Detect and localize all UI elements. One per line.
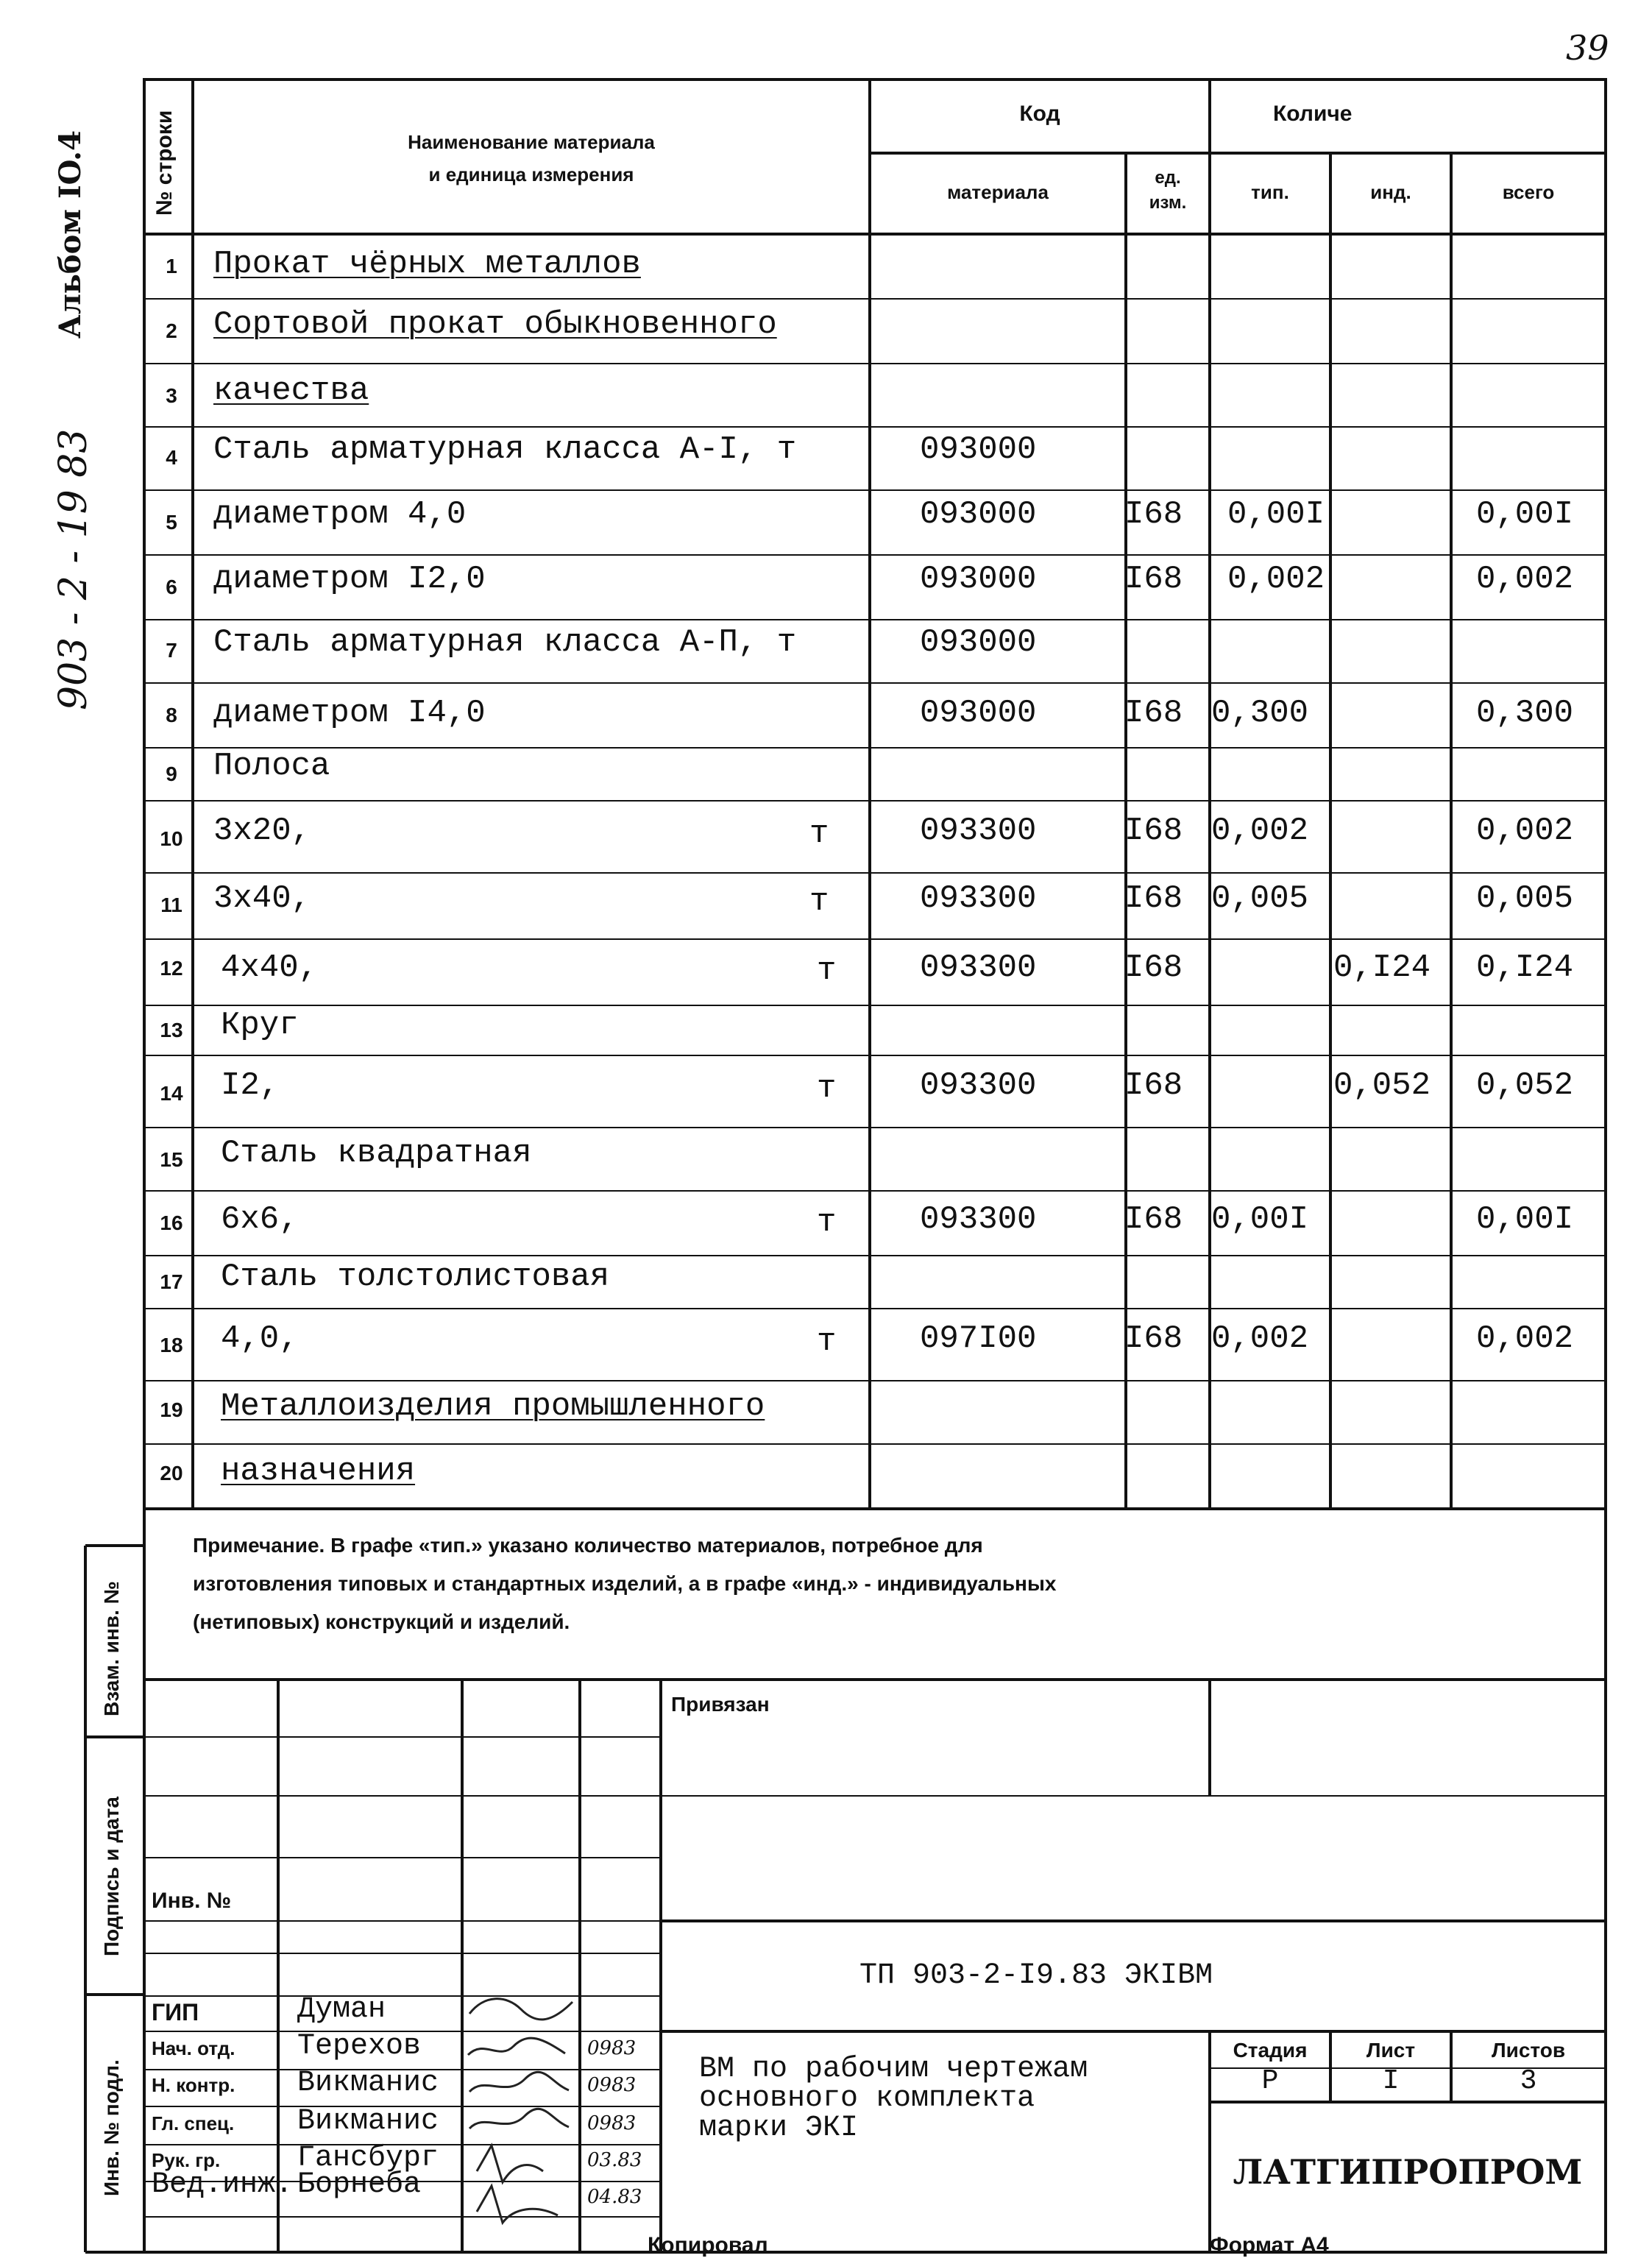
person-name: Викманис [297, 2105, 439, 2138]
person-name: Гансбург [297, 2142, 439, 2175]
row-number: 3 [166, 384, 177, 407]
signatures [462, 1987, 587, 2252]
row-unit: I68 [1124, 695, 1183, 732]
header-ind: инд. [1370, 181, 1411, 203]
header-quantity: Количе [1273, 102, 1353, 126]
footer-format: Формат А4 [1210, 2233, 1329, 2257]
row-total: 0,002 [1476, 561, 1574, 598]
row-number: 11 [160, 894, 182, 916]
row-name: качества [213, 372, 369, 409]
row-number: 13 [160, 1019, 183, 1041]
row-name: диаметром 4,0 [213, 496, 467, 533]
row-number: 10 [160, 827, 183, 850]
side-vzam-inv: Взам. инв. № [100, 1581, 123, 1716]
person-role: Гл. спец. [152, 2112, 235, 2134]
row-unit: I68 [1124, 496, 1183, 533]
row-unit: I68 [1124, 561, 1183, 598]
row-name: Полоса [213, 748, 330, 785]
person-date: 04.83 [587, 2186, 642, 2208]
row-number: 5 [166, 511, 177, 534]
row-typ: 0,00I [1227, 496, 1325, 533]
row-name: диаметром I4,0 [213, 695, 486, 732]
person-name: Думан [297, 1993, 386, 2026]
note-line3: (нетиповых) конструкций и изделий. [193, 1610, 570, 1633]
stamp-organization: ЛАТГИПРОПРОМ [1233, 2152, 1583, 2192]
person-role: Нач. отд. [152, 2037, 235, 2059]
row-number: 15 [160, 1148, 183, 1171]
row-number: 9 [166, 762, 177, 785]
row-number: 7 [166, 639, 177, 662]
row-unit-t: т [809, 883, 829, 920]
row-total: 0,I24 [1476, 949, 1574, 986]
header-material: материала [947, 181, 1049, 203]
stamp-sheet-label: Лист [1366, 2039, 1416, 2062]
stamp-stage: Р [1261, 2065, 1279, 2097]
row-code: 093300 [920, 813, 1037, 849]
header-unit-line1: ед. [1155, 168, 1181, 188]
person-date: 0983 [587, 2112, 637, 2134]
row-number: 17 [160, 1270, 183, 1293]
row-total: 0,052 [1476, 1067, 1574, 1104]
stamp-title-line1: ВМ по рабочим чертежам [699, 2053, 1088, 2086]
row-code: 093300 [920, 880, 1037, 917]
row-code: 093300 [920, 949, 1037, 986]
row-typ: 0,300 [1211, 695, 1309, 732]
row-code: 093000 [920, 431, 1037, 468]
row-number: 14 [160, 1082, 183, 1105]
row-unit: I68 [1124, 1320, 1183, 1357]
row-total: 0,005 [1476, 880, 1574, 917]
row-number: 12 [160, 957, 183, 980]
stamp-title-line3: марки ЭКI [699, 2112, 859, 2145]
row-code: 093000 [920, 561, 1037, 598]
row-unit-t: т [809, 815, 829, 852]
row-typ: 0,002 [1211, 1320, 1309, 1357]
row-unit: I68 [1124, 1067, 1183, 1104]
header-name-line2: и единица измерения [428, 163, 634, 185]
row-typ: 0,002 [1227, 561, 1325, 598]
row-name: Прокат чёрных металлов [213, 246, 641, 283]
header-unit-line2: изм. [1149, 193, 1187, 213]
person-date: 0983 [587, 2074, 637, 2096]
row-name: I2, [221, 1067, 280, 1104]
person-name: Борнеба [297, 2168, 422, 2201]
album-ref: Альбом IO.4 [53, 130, 88, 339]
row-code: 093000 [920, 624, 1037, 661]
stamp-title-line2: основного комплекта [699, 2082, 1035, 2115]
row-name: назначения [221, 1453, 416, 1490]
stamp-sheets-label: Листов [1491, 2039, 1566, 2062]
row-unit-t: т [817, 1204, 837, 1241]
header-total: всего [1502, 181, 1555, 203]
row-total: 0,00I [1476, 496, 1574, 533]
row-number: 16 [160, 1211, 183, 1234]
row-total: 0,00I [1476, 1201, 1574, 1238]
row-name: 6x6, [221, 1201, 299, 1238]
row-name: диаметром I2,0 [213, 561, 486, 598]
row-typ: 0,00I [1211, 1201, 1309, 1238]
row-name: Сталь арматурная класса А-I, т [213, 431, 797, 468]
stamp-stage-label: Стадия [1233, 2039, 1308, 2062]
row-number: 8 [166, 704, 177, 726]
row-total: 0,002 [1476, 1320, 1574, 1357]
header-code: Код [1019, 102, 1060, 126]
row-name: 3x20, [213, 813, 311, 849]
row-code: 093300 [920, 1201, 1037, 1238]
row-total: 0,002 [1476, 813, 1574, 849]
row-name: Металлоизделия промышленного [221, 1388, 765, 1425]
row-name: 4x40, [221, 949, 319, 986]
row-number: 1 [166, 255, 177, 277]
row-name: Круг [221, 1007, 299, 1044]
header-typ: тип. [1251, 181, 1289, 203]
person-date: 0983 [587, 2037, 637, 2059]
stamp-designation: ТП 903-2-I9.83 ЭКIВМ [859, 1959, 1213, 1992]
side-podpis-data: Подпись и дата [100, 1797, 123, 1956]
person-date: 03.83 [587, 2149, 642, 2171]
row-unit: I68 [1124, 880, 1183, 917]
row-unit-t: т [817, 1323, 837, 1360]
row-number: 4 [166, 446, 177, 469]
row-number: 19 [160, 1398, 183, 1421]
row-total: 0,300 [1476, 695, 1574, 732]
row-unit: I68 [1124, 1201, 1183, 1238]
row-unit-t: т [817, 1070, 837, 1107]
stamp-sheets: 3 [1520, 2065, 1537, 2097]
row-unit: I68 [1124, 813, 1183, 849]
row-number: 20 [160, 1462, 183, 1485]
row-code: 093300 [920, 1067, 1037, 1104]
row-name: 4,0, [221, 1320, 299, 1357]
row-ind: 0,052 [1333, 1067, 1431, 1104]
header-name-line1: Наименование материала [408, 131, 655, 153]
row-name: Сталь толстолистовая [221, 1259, 610, 1295]
note-line2: изготовления типовых и стандартных изделий, а в графе «инд.» - индивидуальных [193, 1572, 1057, 1595]
row-ind: 0,I24 [1333, 949, 1431, 986]
footer-copied: Копировал [648, 2233, 768, 2257]
row-unit: I68 [1124, 949, 1183, 986]
row-typ: 0,002 [1211, 813, 1309, 849]
row-number: 2 [166, 319, 177, 342]
row-name: Сталь арматурная класса А-П, т [213, 624, 797, 661]
row-number: 18 [160, 1334, 183, 1356]
stamp-privyazan: Привязан [671, 1693, 770, 1716]
side-inv-podl: Инв. № подл. [100, 2059, 123, 2196]
stamp-inv-no: Инв. № [152, 1889, 232, 1913]
row-name: Сталь квадратная [221, 1135, 532, 1172]
row-unit-t: т [817, 952, 837, 989]
person-role: Вед.инж. [152, 2168, 294, 2201]
note-line1: Примечание. В графе «тип.» указано количество материалов, потребное для [193, 1534, 983, 1557]
person-role: Рук. гр. [152, 2149, 221, 2171]
row-code: 093000 [920, 496, 1037, 533]
person-role: ГИП [152, 1999, 199, 2025]
header-row-no: № строки [152, 110, 177, 216]
row-number: 6 [166, 576, 177, 598]
person-name: Терехов [297, 2030, 422, 2063]
project-ref: 903 - 2 - 19 83 [52, 428, 96, 710]
row-code: 093000 [920, 695, 1037, 732]
person-name: Викманис [297, 2067, 439, 2100]
stamp-sheet: I [1382, 2065, 1400, 2097]
row-typ: 0,005 [1211, 880, 1309, 917]
row-name: 3x40, [213, 880, 311, 917]
page-number: 39 [1566, 28, 1609, 68]
row-code: 097I00 [920, 1320, 1037, 1357]
person-role: Н. контр. [152, 2074, 235, 2096]
row-name: Сортовой прокат обыкновенного [213, 306, 777, 343]
